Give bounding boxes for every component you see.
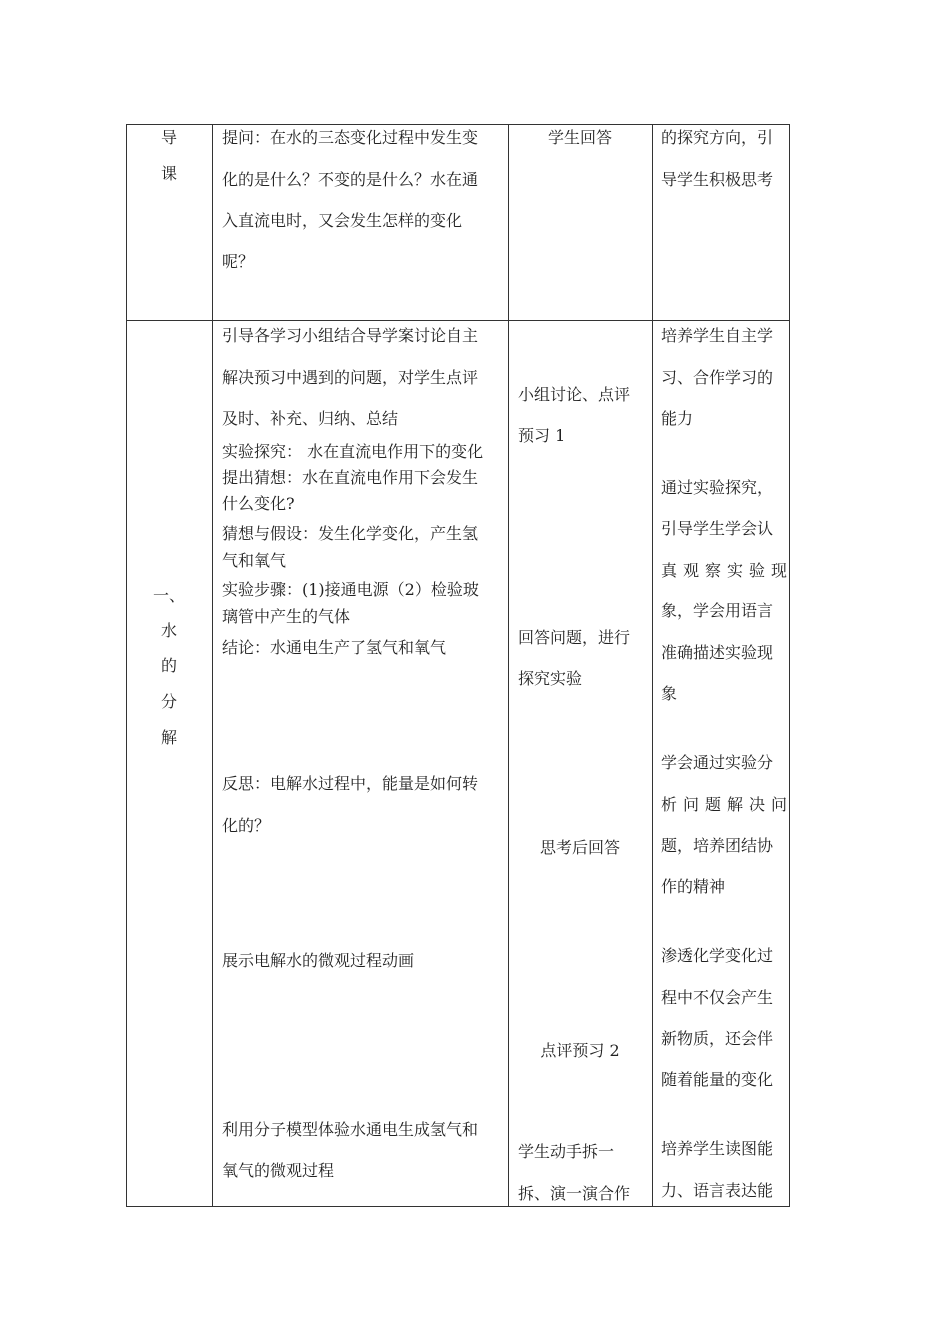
stage-cell-char: 导 bbox=[160, 128, 177, 147]
stage-cell-char: 解 bbox=[160, 728, 177, 747]
stage-cell-char: 分 bbox=[160, 692, 177, 711]
table-border-right bbox=[789, 124, 790, 1207]
design-intent-line: 作的精神 bbox=[661, 877, 726, 896]
design-intent-line: 培养学生读图能 bbox=[661, 1139, 774, 1158]
design-intent-line: 真观察实验现 bbox=[661, 561, 794, 580]
teacher-text-line: 提问：在水的三态变化过程中发生变 bbox=[222, 128, 479, 147]
design-intent-line: 引导学生学会认 bbox=[661, 519, 774, 538]
design-intent-line: 新物质，还会伴 bbox=[661, 1029, 774, 1048]
teacher-text-line: 及时、补充、归纳、总结 bbox=[222, 409, 399, 428]
model-line: 利用分子模型体验水通电生成氢气和 bbox=[222, 1120, 479, 1139]
design-intent-line: 学会通过实验分 bbox=[661, 753, 774, 772]
table-border-bottom bbox=[126, 1206, 790, 1207]
experiment-line: 什么变化? bbox=[222, 494, 295, 513]
design-intent-line: 渗透化学变化过 bbox=[661, 946, 774, 965]
design-intent-line: 随着能量的变化 bbox=[661, 1070, 774, 1089]
teacher-text-line: 化的是什么？不变的是什么？水在通 bbox=[222, 170, 479, 189]
student-activity-line: 学生动手拆一 bbox=[518, 1142, 615, 1161]
experiment-line: 结论：水通电生产了氢气和氧气 bbox=[222, 638, 447, 657]
experiment-line: 实验步骤：(1)接通电源（2）检验玻 bbox=[222, 580, 479, 599]
student-activity-line: 回答问题，进行 bbox=[518, 628, 631, 647]
table-col-divider-1 bbox=[212, 124, 213, 1207]
experiment-line: 璃管中产生的气体 bbox=[222, 607, 351, 626]
design-intent-line: 通过实验探究， bbox=[661, 478, 774, 497]
student-activity-line: 思考后回答 bbox=[539, 838, 620, 857]
experiment-line: 猜想与假设：发生化学变化，产生氢 bbox=[222, 524, 479, 543]
design-intent-line: 培养学生自主学 bbox=[661, 326, 774, 345]
design-intent-line: 析问题解决问 bbox=[661, 795, 794, 814]
stage-cell-char: 的 bbox=[160, 656, 177, 675]
experiment-line: 实验探究： 水在直流电作用下的变化 bbox=[222, 442, 484, 461]
design-intent-line: 能力 bbox=[661, 409, 694, 428]
table-row-divider bbox=[126, 320, 790, 321]
teacher-text-line: 引导各学习小组结合导学案讨论自主 bbox=[222, 326, 479, 345]
design-intent-line: 习、合作学习的 bbox=[661, 368, 774, 387]
teacher-text-line: 呢？ bbox=[222, 252, 255, 271]
design-intent-line: 准确描述实验现 bbox=[661, 643, 774, 662]
table-border-top bbox=[126, 124, 790, 125]
design-intent-line: 象 bbox=[661, 684, 678, 703]
design-intent-line: 象，学会用语言 bbox=[661, 601, 774, 620]
experiment-line: 提出猜想：水在直流电作用下会发生 bbox=[222, 468, 479, 487]
design-intent-line: 题，培养团结协 bbox=[661, 836, 774, 855]
stage-cell-char: 一、 bbox=[152, 586, 185, 605]
experiment-line: 气和氧气 bbox=[222, 551, 287, 570]
design-intent-line: 程中不仅会产生 bbox=[661, 988, 774, 1007]
reflect-line: 反思：电解水过程中，能量是如何转 bbox=[222, 774, 479, 793]
teacher-text-line: 解决预习中遇到的问题，对学生点评 bbox=[222, 368, 479, 387]
design-intent-line: 导学生积极思考 bbox=[661, 170, 774, 189]
reflect-line: 化的？ bbox=[222, 816, 271, 835]
student-activity: 学生回答 bbox=[547, 128, 612, 147]
stage-cell-char: 水 bbox=[160, 621, 177, 640]
design-intent-line: 力、语言表达能 bbox=[661, 1181, 774, 1200]
animation-line: 展示电解水的微观过程动画 bbox=[222, 951, 415, 970]
stage-cell-char: 课 bbox=[160, 164, 177, 183]
teacher-text-line: 入直流电时，又会发生怎样的变化 bbox=[222, 211, 463, 230]
student-activity-line: 点评预习 2 bbox=[540, 1041, 620, 1060]
student-activity-line: 探究实验 bbox=[518, 669, 583, 688]
table-col-divider-3 bbox=[652, 124, 653, 1207]
design-intent-line: 的探究方向，引 bbox=[661, 128, 774, 147]
student-activity-line: 拆、演一演合作 bbox=[518, 1184, 631, 1203]
student-activity-line: 小组讨论、点评 bbox=[518, 385, 631, 404]
student-activity-line: 预习 1 bbox=[518, 426, 566, 445]
model-line: 氧气的微观过程 bbox=[222, 1161, 335, 1180]
